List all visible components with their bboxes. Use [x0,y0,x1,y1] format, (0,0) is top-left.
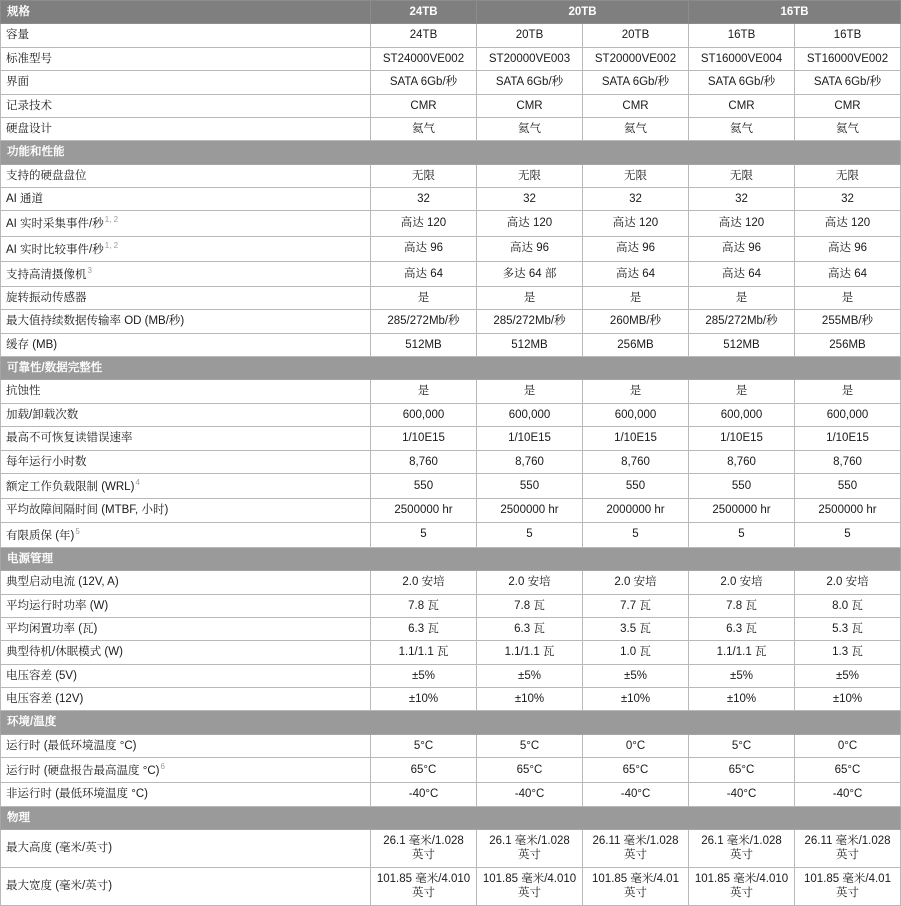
row-value: 600,000 [477,403,583,426]
table-row [1,758,901,783]
table-row [1,783,901,806]
row-label [1,211,371,236]
row-label [1,450,371,473]
row-value: ±10% [583,688,689,711]
row-value: 无限 [371,164,477,187]
table-row [1,164,901,187]
row-value: 600,000 [689,403,795,426]
row-label-text: 容量 [6,29,29,42]
row-value: 6.3 瓦 [371,617,477,640]
row-value: 26.1 毫米/1.028 英寸 [371,830,477,868]
row-label-text: 电压容差 (5V) [6,669,77,682]
row-label-text: 记录技术 [6,99,52,112]
table-row [1,261,901,286]
row-value: 是 [477,286,583,309]
section-header-row [1,711,901,734]
section-header-row [1,357,901,380]
row-value: ±10% [795,688,901,711]
row-label-text: 平均运行时功率 (W) [6,599,109,612]
table-row [1,522,901,547]
table-row [1,47,901,70]
table-row [1,867,901,905]
row-value: 600,000 [371,403,477,426]
row-value: 8,760 [583,450,689,473]
table-row [1,450,901,473]
table-row [1,117,901,140]
row-value: 26.1 毫米/1.028 英寸 [689,830,795,868]
row-value: 26.11 毫米/1.028 英寸 [795,830,901,868]
row-label [1,261,371,286]
row-value: 高达 64 [371,261,477,286]
row-label-text: 额定工作负载限制 (WRL) [6,480,135,493]
row-value: 5 [371,522,477,547]
row-value: 0°C [795,734,901,757]
row-label-text: 最高不可恢复读错误速率 [6,432,133,445]
row-value: 8,760 [371,450,477,473]
row-label-text: 运行时 (最低环境温度 °C) [6,739,137,752]
row-value: 32 [477,188,583,211]
table-row [1,333,901,356]
row-label [1,664,371,687]
row-value: 260MB/秒 [583,310,689,333]
row-value: 高达 120 [477,211,583,236]
table-row [1,734,901,757]
row-label-text: 平均闲置功率 (瓦) [6,622,98,635]
row-value: 高达 96 [371,236,477,261]
row-value: 65°C [371,758,477,783]
row-value: 5 [795,522,901,547]
row-value: 7.8 瓦 [371,594,477,617]
row-label-text: 支持的硬盘盘位 [6,169,87,182]
footnote-marker: 6 [160,762,165,772]
row-value: 高达 96 [689,236,795,261]
table-row [1,380,901,403]
row-label-text: 电压容差 (12V) [6,693,84,706]
row-value: 是 [583,380,689,403]
row-label [1,758,371,783]
row-value: 7.8 瓦 [689,594,795,617]
row-value: ±10% [477,688,583,711]
row-value: 是 [689,380,795,403]
row-value: 32 [689,188,795,211]
header-cell-capacity: 20TB [477,1,689,24]
row-value: 2500000 hr [689,499,795,522]
row-label-text: 硬盘设计 [6,122,52,135]
row-label-text: 旋转振动传感器 [6,291,87,304]
row-label [1,499,371,522]
row-label-text: 有限质保 (年) [6,529,75,542]
row-label [1,47,371,70]
row-label-text: 平均故障间隔时间 (MTBF, 小时) [6,504,169,517]
row-value: 是 [795,286,901,309]
section-header-row [1,141,901,164]
row-value: 氦气 [371,117,477,140]
row-value: 600,000 [583,403,689,426]
row-value: 2500000 hr [477,499,583,522]
row-value: 是 [477,380,583,403]
row-value: 高达 120 [583,211,689,236]
footnote-marker: 1, 2 [104,215,119,225]
row-label [1,403,371,426]
row-value: SATA 6Gb/秒 [795,71,901,94]
row-value: 氦气 [795,117,901,140]
section-title: 物理 [1,806,901,829]
row-label-text: AI 实时采集事件/秒 [6,218,104,231]
table-row [1,571,901,594]
footnote-marker: 3 [87,265,92,275]
table-body [1,1,901,906]
row-label [1,164,371,187]
table-row [1,499,901,522]
row-value: 101.85 毫米/4.01 英寸 [795,867,901,905]
table-row [1,286,901,309]
table-row [1,641,901,664]
row-value: 256MB [795,333,901,356]
table-row [1,830,901,868]
row-value: CMR [795,94,901,117]
row-label [1,380,371,403]
row-value: CMR [583,94,689,117]
row-value: SATA 6Gb/秒 [371,71,477,94]
section-header-row [1,806,901,829]
row-value: 高达 64 [795,261,901,286]
row-label-text: 每年运行小时数 [6,455,87,468]
row-label-text: 标准型号 [6,52,52,65]
row-value: 高达 120 [689,211,795,236]
row-value: 6.3 瓦 [689,617,795,640]
row-label-text: 典型启动电流 (12V, A) [6,576,119,589]
row-value: 1.1/1.1 瓦 [477,641,583,664]
row-value: 8,760 [795,450,901,473]
row-value: 氦气 [583,117,689,140]
row-label-text: 非运行时 (最低环境温度 °C) [6,788,148,801]
row-value: 5 [689,522,795,547]
row-value: 无限 [477,164,583,187]
row-value: CMR [371,94,477,117]
row-value: 0°C [583,734,689,757]
row-label-text: AI 通道 [6,193,44,205]
row-label [1,594,371,617]
row-value: ±5% [371,664,477,687]
section-title: 环境/温度 [1,711,901,734]
row-value: 550 [477,473,583,498]
row-label [1,617,371,640]
row-value: 285/272Mb/秒 [689,310,795,333]
row-value: 2.0 安培 [477,571,583,594]
row-label [1,188,371,211]
row-value: 1/10E15 [795,427,901,450]
row-label-text: 运行时 (硬盘报告最高温度 °C) [6,764,160,777]
row-value: 5 [477,522,583,547]
row-value: ±5% [795,664,901,687]
row-label [1,310,371,333]
row-value: -40°C [795,783,901,806]
row-value: 5.3 瓦 [795,617,901,640]
row-value: 高达 120 [371,211,477,236]
row-value: 7.7 瓦 [583,594,689,617]
row-value: 5°C [371,734,477,757]
row-value: 8.0 瓦 [795,594,901,617]
row-value: 26.11 毫米/1.028 英寸 [583,830,689,868]
row-value: 2.0 安培 [583,571,689,594]
row-value: 24TB [371,24,477,47]
row-value: ±5% [689,664,795,687]
row-value: 16TB [795,24,901,47]
row-value: 1/10E15 [371,427,477,450]
row-label-text: AI 实时比较事件/秒 [6,243,104,256]
row-value: 101.85 毫米/4.01 英寸 [583,867,689,905]
row-value: 高达 64 [583,261,689,286]
row-label [1,286,371,309]
row-label-text: 最大值持续数据传输率 OD (MB/秒) [6,315,185,328]
row-value: 无限 [689,164,795,187]
row-value: ±10% [689,688,795,711]
row-value: -40°C [689,783,795,806]
table-row [1,473,901,498]
table-row [1,403,901,426]
row-value: 1/10E15 [689,427,795,450]
row-value: CMR [689,94,795,117]
row-value: 1.0 瓦 [583,641,689,664]
table-row [1,688,901,711]
row-value: 20TB [477,24,583,47]
row-value: 2000000 hr [583,499,689,522]
row-value: 101.85 毫米/4.010 英寸 [477,867,583,905]
row-value: 5°C [477,734,583,757]
table-header-row [1,1,901,24]
header-cell-spec: 规格 [1,1,371,24]
row-label-text: 最大高度 (毫米/英寸) [6,842,113,855]
footnote-marker: 5 [75,526,80,536]
row-value: 5 [583,522,689,547]
row-value: 高达 96 [795,236,901,261]
row-label [1,571,371,594]
row-label [1,734,371,757]
row-value: ST16000VE004 [689,47,795,70]
row-value: 550 [371,473,477,498]
row-value: 285/272Mb/秒 [371,310,477,333]
row-label [1,522,371,547]
row-label [1,117,371,140]
row-value: 512MB [689,333,795,356]
table-row [1,594,901,617]
row-label [1,783,371,806]
row-value: 65°C [795,758,901,783]
row-value: 512MB [477,333,583,356]
row-value: 285/272Mb/秒 [477,310,583,333]
row-value: 是 [583,286,689,309]
row-label-text: 加载/卸载次数 [6,408,79,421]
section-title: 电源管理 [1,547,901,570]
row-value: -40°C [371,783,477,806]
row-value: ST20000VE003 [477,47,583,70]
row-value: 多达 64 部 [477,261,583,286]
row-value: 65°C [583,758,689,783]
row-value: 550 [689,473,795,498]
footnote-marker: 4 [135,477,140,487]
row-value: 32 [583,188,689,211]
header-cell-capacity: 24TB [371,1,477,24]
row-value: 3.5 瓦 [583,617,689,640]
row-value: 无限 [795,164,901,187]
row-value: 512MB [371,333,477,356]
row-value: 65°C [477,758,583,783]
row-value: ST24000VE002 [371,47,477,70]
row-value: 是 [689,286,795,309]
row-value: ±5% [477,664,583,687]
row-value: -40°C [477,783,583,806]
row-value: 101.85 毫米/4.010 英寸 [689,867,795,905]
footnote-marker: 1, 2 [104,240,119,250]
table-row [1,236,901,261]
row-label-text: 缓存 (MB) [6,338,58,351]
row-value: CMR [477,94,583,117]
row-label-text: 典型待机/休眠模式 (W) [6,646,123,659]
section-header-row [1,547,901,570]
row-value: 高达 96 [583,236,689,261]
row-label-text: 抗蚀性 [6,385,41,398]
row-label [1,641,371,664]
row-value: 2.0 安培 [371,571,477,594]
row-value: 6.3 瓦 [477,617,583,640]
row-value: 是 [371,286,477,309]
row-value: 无限 [583,164,689,187]
row-label [1,236,371,261]
row-value: 16TB [689,24,795,47]
row-value: 2500000 hr [795,499,901,522]
row-value: 1/10E15 [477,427,583,450]
row-value: 256MB [583,333,689,356]
row-value: 2.0 安培 [795,571,901,594]
row-value: 8,760 [689,450,795,473]
row-label [1,94,371,117]
row-value: 8,760 [477,450,583,473]
row-value: 32 [795,188,901,211]
table-row [1,310,901,333]
section-title: 功能和性能 [1,141,901,164]
row-value: ST20000VE002 [583,47,689,70]
row-value: 是 [371,380,477,403]
row-value: 20TB [583,24,689,47]
table-row [1,24,901,47]
row-value: 1.3 瓦 [795,641,901,664]
row-value: 550 [583,473,689,498]
row-value: 600,000 [795,403,901,426]
header-cell-capacity: 16TB [689,1,901,24]
row-value: 32 [371,188,477,211]
row-value: 1/10E15 [583,427,689,450]
row-value: 是 [795,380,901,403]
table-row [1,664,901,687]
row-value: 1.1/1.1 瓦 [689,641,795,664]
row-value: 高达 120 [795,211,901,236]
row-value: 550 [795,473,901,498]
row-value: 1.1/1.1 瓦 [371,641,477,664]
table-row [1,427,901,450]
row-value: SATA 6Gb/秒 [583,71,689,94]
table-row [1,188,901,211]
row-value: 255MB/秒 [795,310,901,333]
row-label-text: 最大宽度 (毫米/英寸) [6,880,113,893]
row-value: 2500000 hr [371,499,477,522]
row-value: 101.85 毫米/4.010 英寸 [371,867,477,905]
row-label-text: 界面 [6,76,29,89]
row-label [1,473,371,498]
row-label [1,427,371,450]
row-value: -40°C [583,783,689,806]
table-row [1,71,901,94]
section-title: 可靠性/数据完整性 [1,357,901,380]
row-value: 高达 64 [689,261,795,286]
row-label-text: 支持高清摄像机 [6,268,87,281]
row-label [1,333,371,356]
row-value: ST16000VE002 [795,47,901,70]
row-label [1,867,371,905]
row-value: 高达 96 [477,236,583,261]
table-row [1,211,901,236]
row-value: ±10% [371,688,477,711]
row-value: 7.8 瓦 [477,594,583,617]
row-label [1,24,371,47]
table-row [1,617,901,640]
table-row [1,94,901,117]
row-value: 5°C [689,734,795,757]
row-value: 65°C [689,758,795,783]
row-label [1,71,371,94]
row-value: ±5% [583,664,689,687]
row-value: 26.1 毫米/1.028 英寸 [477,830,583,868]
row-value: 2.0 安培 [689,571,795,594]
row-value: 氦气 [477,117,583,140]
row-value: 氦气 [689,117,795,140]
row-value: SATA 6Gb/秒 [477,71,583,94]
row-label [1,688,371,711]
row-value: SATA 6Gb/秒 [689,71,795,94]
row-label [1,830,371,868]
